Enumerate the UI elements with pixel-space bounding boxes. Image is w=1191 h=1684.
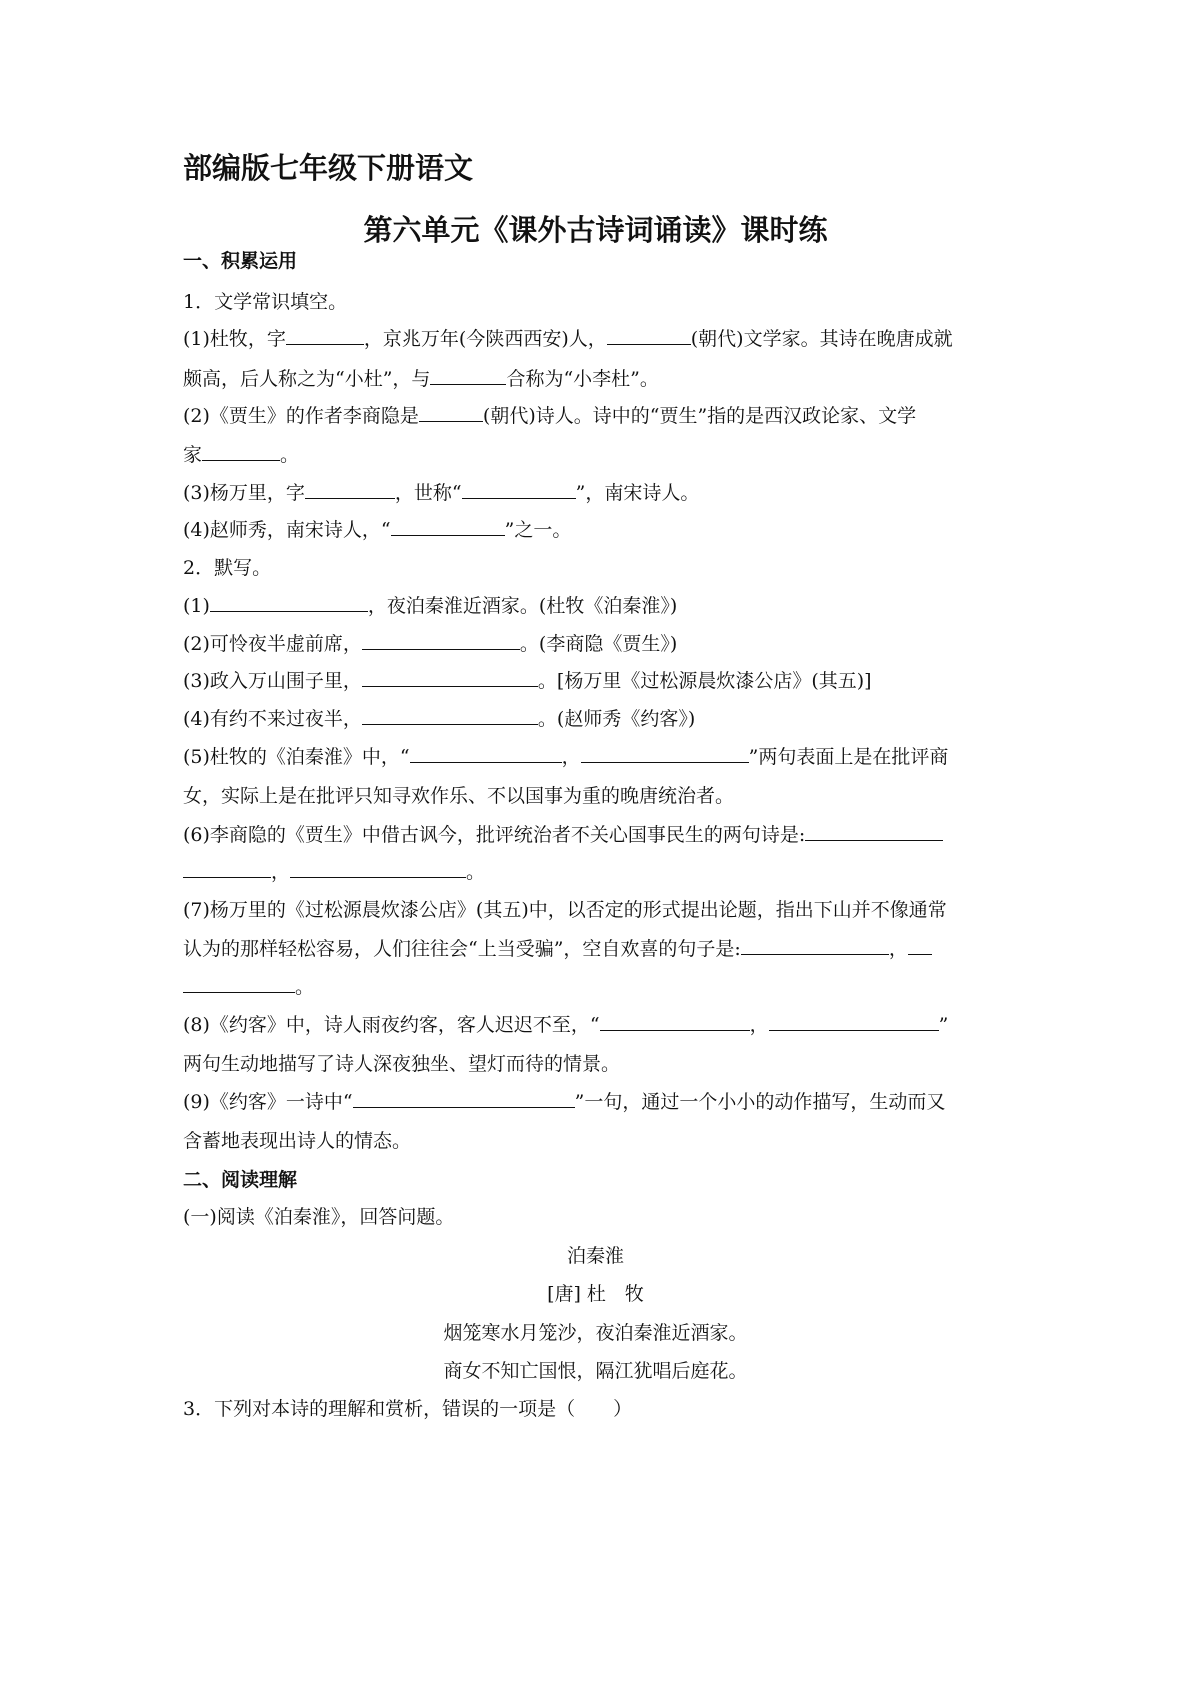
q2-item-2: (2)可怜夜半虚前席， 。(李商隐《贾生》) bbox=[183, 629, 1011, 656]
q2-item-7-line1: (7)杨万里的《过松源晨炊漆公店》(其五)中，以否定的形式提出论题，指出下山并不像通常 bbox=[183, 899, 947, 921]
poem-title: 泊秦淮 bbox=[566, 1245, 624, 1267]
poem-line-2: 商女不知亡国恨，隔江犹唱后庭花。 bbox=[443, 1360, 748, 1382]
blank[interactable] bbox=[286, 324, 364, 345]
blank[interactable] bbox=[600, 1010, 750, 1031]
q2-item-8-line1: (8)《约客》中，诗人雨夜约客，客人迟迟不至，“ ， ” bbox=[183, 1010, 1011, 1037]
document-subtitle: 第六单元《课外古诗词诵读》课时练 bbox=[363, 213, 828, 247]
blank[interactable] bbox=[430, 364, 506, 385]
blank[interactable] bbox=[353, 1087, 575, 1108]
section-heading-accumulation: 一、积累运用 bbox=[183, 250, 298, 272]
q2-item-9-line2: 含蓄地表现出诗人的情态。 bbox=[183, 1130, 412, 1152]
q2-item-4: (4)有约不来过夜半， 。(赵师秀《约客》) bbox=[183, 704, 1011, 731]
q1-item-1-line2: 颇高，后人称之为“小杜”，与 合称为“小李杜”。 bbox=[183, 364, 1011, 391]
document-title: 部编版七年级下册语文 bbox=[183, 151, 474, 185]
q2-item-9-line1: (9)《约客》一诗中“ ”一句，通过一个小小的动作描写，生动而又 bbox=[183, 1087, 1011, 1114]
blank[interactable] bbox=[607, 324, 691, 345]
blank[interactable] bbox=[805, 820, 943, 841]
blank[interactable] bbox=[183, 972, 295, 993]
q1-item-1-line1: (1)杜牧，字 ，京兆万年(今陕西西安)人， (朝代)文学家。其诗在晚唐成就 bbox=[183, 324, 1011, 351]
q2-item-3: (3)政入万山围子里， 。[杨万里《过松源晨炊漆公店》(其五)] bbox=[183, 666, 1011, 693]
blank[interactable] bbox=[581, 742, 749, 763]
blank[interactable] bbox=[202, 440, 280, 461]
poem-author: [唐] 杜 牧 bbox=[547, 1283, 644, 1305]
blank[interactable] bbox=[769, 1010, 939, 1031]
blank[interactable] bbox=[741, 934, 889, 955]
q2-item-7-line3: 。 bbox=[183, 972, 1011, 999]
q1-item-4: (4)赵师秀，南宋诗人，“ ”之一。 bbox=[183, 515, 1011, 542]
section-heading-reading: 二、阅读理解 bbox=[183, 1169, 298, 1191]
blank[interactable] bbox=[305, 478, 395, 499]
blank[interactable] bbox=[362, 666, 538, 687]
blank[interactable] bbox=[908, 934, 932, 955]
blank[interactable] bbox=[391, 515, 505, 536]
q2-item-5-line2: 女，实际上是在批评只知寻欢作乐、不以国事为重的晚唐统治者。 bbox=[183, 785, 735, 807]
blank[interactable] bbox=[410, 742, 562, 763]
q2-item-1: (1) ，夜泊秦淮近酒家。(杜牧《泊秦淮》) bbox=[183, 591, 1011, 618]
q2-item-8-line2: 两句生动地描写了诗人深夜独坐、望灯而待的情景。 bbox=[183, 1053, 621, 1075]
question-2-stem: 2．默写。 bbox=[183, 557, 272, 579]
q2-item-7-line2: 认为的那样轻松容易，人们往往会“上当受骗”，空自欢喜的句子是: ， bbox=[183, 934, 1011, 961]
blank[interactable] bbox=[210, 591, 368, 612]
q1-item-2-line2: 家 。 bbox=[183, 440, 1011, 467]
q2-item-6-line2: ， 。 bbox=[183, 857, 1011, 884]
reading-intro: (一)阅读《泊秦淮》，回答问题。 bbox=[183, 1206, 455, 1228]
question-3-stem: 3．下列对本诗的理解和赏析，错误的一项是（ ） bbox=[183, 1398, 633, 1420]
q2-item-6-line1: (6)李商隐的《贾生》中借古讽今，批评统治者不关心国事民生的两句诗是: bbox=[183, 820, 1011, 847]
q1-item-2-line1: (2)《贾生》的作者李商隐是 (朝代)诗人。诗中的“贾生”指的是西汉政论家、文学 bbox=[183, 401, 1011, 428]
poem-line-1: 烟笼寒水月笼沙，夜泊秦淮近酒家。 bbox=[443, 1322, 748, 1344]
blank[interactable] bbox=[362, 704, 538, 725]
question-1-stem: 1．文学常识填空。 bbox=[183, 291, 348, 313]
blank[interactable] bbox=[362, 629, 520, 650]
blank[interactable] bbox=[462, 478, 576, 499]
blank[interactable] bbox=[419, 401, 483, 422]
q1-item-3: (3)杨万里，字 ，世称“ ”，南宋诗人。 bbox=[183, 478, 1011, 505]
q2-item-5-line1: (5)杜牧的《泊秦淮》中，“ ， ”两句表面上是在批评商 bbox=[183, 742, 1011, 769]
blank[interactable] bbox=[290, 857, 466, 878]
blank[interactable] bbox=[183, 857, 271, 878]
